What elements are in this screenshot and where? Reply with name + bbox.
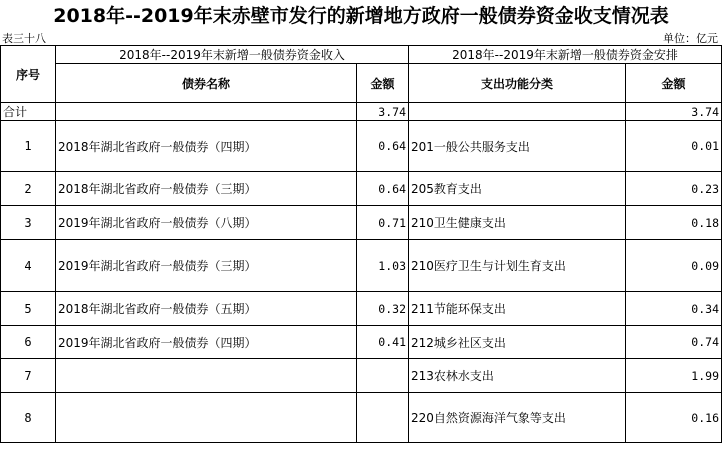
bond-amount: 1.03	[357, 240, 409, 292]
report-title: 2018年--2019年末赤壁市发行的新增地方政府一般债券资金收支情况表	[53, 5, 669, 27]
group-header-row	[1, 46, 722, 64]
table-row	[1, 359, 722, 393]
bond-amount: 0.64	[357, 172, 409, 206]
expense-category: 210医疗卫生与计划生育支出	[409, 240, 626, 292]
table-row	[1, 393, 722, 443]
bond-amount: 0.64	[357, 121, 409, 172]
table-row	[1, 292, 722, 326]
expense-category-header: 支出功能分类	[409, 64, 626, 103]
expense-amount: 0.18	[626, 206, 722, 240]
table-row	[1, 326, 722, 359]
bond-name	[56, 393, 357, 443]
table-id: 表三十八	[2, 32, 46, 45]
expense-category: 205教育支出	[409, 172, 626, 206]
bond-amount	[357, 393, 409, 443]
row-no: 7	[1, 359, 56, 393]
total-income: 3.74	[357, 103, 409, 121]
bond-amount: 0.32	[357, 292, 409, 326]
expense-amount: 0.34	[626, 292, 722, 326]
bond-table	[0, 45, 722, 443]
bond-name: 2019年湖北省政府一般债券（四期）	[56, 326, 357, 359]
bond-name: 2019年湖北省政府一般债券（八期）	[56, 206, 357, 240]
table-row	[1, 172, 722, 206]
amount-header: 金额	[357, 64, 409, 103]
row-no: 2	[1, 172, 56, 206]
income-group-header: 2018年--2019年末新增一般债券资金收入	[56, 46, 409, 64]
row-no: 5	[1, 292, 56, 326]
bond-name: 2018年湖北省政府一般债券（五期）	[56, 292, 357, 326]
row-no: 6	[1, 326, 56, 359]
total-empty-cell	[56, 103, 357, 121]
row-no: 1	[1, 121, 56, 172]
total-empty-cell	[409, 103, 626, 121]
column-header-row	[1, 64, 722, 103]
amount2-header: 金额	[626, 64, 722, 103]
unit-label: 单位：亿元	[663, 32, 718, 45]
bond-amount: 0.71	[357, 206, 409, 240]
row-no: 4	[1, 240, 56, 292]
bond-amount: 0.41	[357, 326, 409, 359]
expense-group-header: 2018年--2019年末新增一般债券资金安排	[409, 46, 722, 64]
expense-amount: 0.01	[626, 121, 722, 172]
seq-header: 序号	[1, 46, 56, 103]
table-row	[1, 121, 722, 172]
bond-amount	[357, 359, 409, 393]
bond-name: 2018年湖北省政府一般债券（三期）	[56, 172, 357, 206]
expense-category: 212城乡社区支出	[409, 326, 626, 359]
expense-amount: 1.99	[626, 359, 722, 393]
expense-amount: 0.23	[626, 172, 722, 206]
table-row	[1, 240, 722, 292]
total-row	[1, 103, 722, 121]
total-label: 合计	[1, 103, 56, 121]
expense-category: 220自然资源海洋气象等支出	[409, 393, 626, 443]
expense-category: 211节能环保支出	[409, 292, 626, 326]
bond-name-header: 债券名称	[56, 64, 357, 103]
total-expense: 3.74	[626, 103, 722, 121]
row-no: 8	[1, 393, 56, 443]
expense-amount: 0.74	[626, 326, 722, 359]
expense-category: 201一般公共服务支出	[409, 121, 626, 172]
expense-category: 213农林水支出	[409, 359, 626, 393]
bond-name: 2019年湖北省政府一般债券（三期）	[56, 240, 357, 292]
expense-amount: 0.09	[626, 240, 722, 292]
row-no: 3	[1, 206, 56, 240]
bond-name: 2018年湖北省政府一般债券（四期）	[56, 121, 357, 172]
bond-name	[56, 359, 357, 393]
table-row	[1, 206, 722, 240]
expense-amount: 0.16	[626, 393, 722, 443]
expense-category: 210卫生健康支出	[409, 206, 626, 240]
